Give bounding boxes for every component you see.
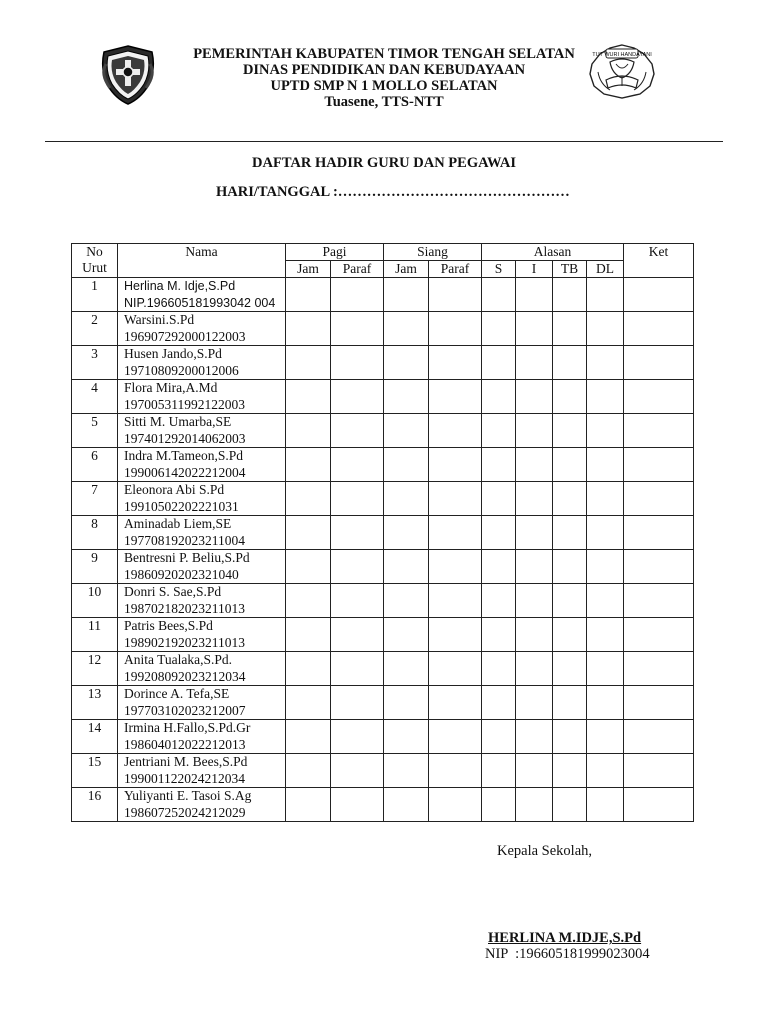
pagi-paraf-cell[interactable]: [331, 278, 384, 312]
siang-paraf-cell[interactable]: [429, 346, 482, 380]
subheader-alasan-dl: DL: [587, 261, 624, 278]
pagi-paraf-cell[interactable]: [331, 686, 384, 720]
pagi-paraf-cell[interactable]: [331, 584, 384, 618]
row-number: 16: [72, 788, 118, 822]
siang-jam-cell[interactable]: [384, 380, 429, 414]
letterhead-school-line: UPTD SMP N 1 MOLLO SELATAN: [270, 78, 498, 94]
alasan-tb-cell[interactable]: [553, 414, 587, 448]
employee-cell: [118, 516, 286, 550]
table-row: [72, 652, 694, 686]
date-line: HARI/TANGGAL :…………………………………………: [216, 184, 570, 200]
row-number: 4: [72, 380, 118, 414]
pagi-jam-cell[interactable]: [286, 516, 331, 550]
employee-name: Irmina H.Fallo,S.Pd.Gr: [124, 720, 251, 735]
alasan-i-cell[interactable]: [516, 278, 553, 312]
subheader-siang-paraf: Paraf: [429, 261, 482, 278]
ket-cell[interactable]: [624, 686, 694, 720]
employee-cell: [118, 788, 286, 822]
employee-name: Bentresni P. Beliu,S.Pd: [124, 550, 250, 565]
employee-nip: 198902192023211013: [124, 634, 245, 650]
subheader-pagi-jam: Jam: [286, 261, 331, 278]
siang-paraf-cell[interactable]: [429, 312, 482, 346]
table-row: [72, 550, 694, 584]
alasan-tb-cell[interactable]: [553, 312, 587, 346]
row-number: 15: [72, 754, 118, 788]
employee-nip: 19710809200012006: [124, 362, 239, 378]
column-header-no-line2: Urut: [82, 259, 107, 275]
alasan-tb-cell[interactable]: [553, 788, 587, 822]
employee-nip: 198607252024212029: [124, 804, 246, 820]
alasan-tb-cell[interactable]: [553, 346, 587, 380]
employee-cell: [118, 312, 286, 346]
pagi-paraf-cell[interactable]: [331, 516, 384, 550]
alasan-dl-cell[interactable]: [587, 516, 624, 550]
pagi-jam-cell[interactable]: [286, 448, 331, 482]
column-header-no: [72, 244, 118, 278]
table-row: [72, 278, 694, 312]
pagi-paraf-cell[interactable]: [331, 346, 384, 380]
table-row: [72, 482, 694, 516]
alasan-s-cell[interactable]: [482, 788, 516, 822]
alasan-s-cell[interactable]: [482, 448, 516, 482]
column-header-siang: Siang: [384, 244, 482, 261]
table-row: [72, 754, 694, 788]
pagi-jam-cell[interactable]: [286, 788, 331, 822]
table-row: [72, 346, 694, 380]
siang-jam-cell[interactable]: [384, 346, 429, 380]
pagi-paraf-cell[interactable]: [331, 482, 384, 516]
alasan-dl-cell[interactable]: [587, 550, 624, 584]
alasan-dl-cell[interactable]: [587, 312, 624, 346]
alasan-i-cell[interactable]: [516, 652, 553, 686]
pagi-jam-cell[interactable]: [286, 550, 331, 584]
alasan-i-cell[interactable]: [516, 380, 553, 414]
siang-jam-cell[interactable]: [384, 482, 429, 516]
employee-nip: 197708192023211004: [124, 532, 245, 548]
ket-cell[interactable]: [624, 720, 694, 754]
column-header-pagi: Pagi: [286, 244, 384, 261]
siang-jam-cell[interactable]: [384, 516, 429, 550]
employee-cell: [118, 584, 286, 618]
signature-title: Kepala Sekolah,: [497, 843, 593, 859]
alasan-tb-cell[interactable]: [553, 584, 587, 618]
employee-nip: 196907292000122003: [124, 328, 246, 344]
table-row: [72, 312, 694, 346]
alasan-s-cell[interactable]: [482, 482, 516, 516]
alasan-tb-cell[interactable]: [553, 618, 587, 652]
employee-cell: [118, 686, 286, 720]
column-header-no-line1: No: [86, 244, 103, 259]
table-row: [72, 414, 694, 448]
subheader-siang-jam: Jam: [384, 261, 429, 278]
employee-nip: 197401292014062003: [124, 430, 246, 446]
employee-nip: 197005311992122003: [124, 396, 245, 412]
alasan-tb-cell[interactable]: [553, 686, 587, 720]
employee-name: Husen Jando,S.Pd: [124, 346, 222, 361]
pagi-paraf-cell[interactable]: [331, 550, 384, 584]
alasan-tb-cell[interactable]: [553, 516, 587, 550]
pagi-paraf-cell[interactable]: [331, 720, 384, 754]
row-number: 6: [72, 448, 118, 482]
subheader-alasan-i: I: [516, 261, 553, 278]
alasan-tb-cell[interactable]: [553, 652, 587, 686]
alasan-tb-cell[interactable]: [553, 482, 587, 516]
alasan-s-cell[interactable]: [482, 380, 516, 414]
table-row: [72, 584, 694, 618]
ket-cell[interactable]: [624, 278, 694, 312]
alasan-dl-cell[interactable]: [587, 754, 624, 788]
letterhead-government-line: PEMERINTAH KABUPATEN TIMOR TENGAH SELATAN: [193, 46, 575, 62]
siang-paraf-cell[interactable]: [429, 516, 482, 550]
siang-jam-cell[interactable]: [384, 278, 429, 312]
ket-cell[interactable]: [624, 414, 694, 448]
alasan-s-cell[interactable]: [482, 652, 516, 686]
row-number: 10: [72, 584, 118, 618]
alasan-s-cell[interactable]: [482, 618, 516, 652]
pagi-jam-cell[interactable]: [286, 312, 331, 346]
alasan-dl-cell[interactable]: [587, 448, 624, 482]
alasan-dl-cell[interactable]: [587, 652, 624, 686]
alasan-tb-cell[interactable]: [553, 720, 587, 754]
signature-nip: NIP :196605181999023004: [485, 946, 650, 962]
row-number: 13: [72, 686, 118, 720]
siang-paraf-cell[interactable]: [429, 720, 482, 754]
employee-name: Patris Bees,S.Pd: [124, 618, 213, 633]
pagi-jam-cell[interactable]: [286, 278, 331, 312]
employee-cell: [118, 414, 286, 448]
employee-nip: 197703102023212007: [124, 702, 246, 718]
column-header-alasan: Alasan: [482, 244, 624, 261]
employee-cell: [118, 618, 286, 652]
alasan-dl-cell[interactable]: [587, 278, 624, 312]
employee-nip: 198702182023211013: [124, 600, 245, 616]
alasan-tb-cell[interactable]: [553, 448, 587, 482]
alasan-s-cell[interactable]: [482, 720, 516, 754]
alasan-i-cell[interactable]: [516, 346, 553, 380]
siang-jam-cell[interactable]: [384, 584, 429, 618]
document-title: DAFTAR HADIR GURU DAN PEGAWAI: [252, 155, 516, 171]
column-header-ket: Ket: [624, 244, 694, 278]
alasan-s-cell[interactable]: [482, 550, 516, 584]
alasan-i-cell[interactable]: [516, 618, 553, 652]
employee-name: Yuliyanti E. Tasoi S.Ag: [124, 788, 252, 803]
alasan-s-cell[interactable]: [482, 346, 516, 380]
alasan-dl-cell[interactable]: [587, 584, 624, 618]
siang-paraf-cell[interactable]: [429, 448, 482, 482]
alasan-dl-cell[interactable]: [587, 618, 624, 652]
alasan-dl-cell[interactable]: [587, 414, 624, 448]
attendance-rows: [72, 278, 694, 822]
table-row: [72, 516, 694, 550]
employee-nip: 198604012022212013: [124, 736, 246, 752]
siang-jam-cell[interactable]: [384, 618, 429, 652]
alasan-dl-cell[interactable]: [587, 346, 624, 380]
alasan-dl-cell[interactable]: [587, 482, 624, 516]
siang-jam-cell[interactable]: [384, 652, 429, 686]
employee-cell: [118, 754, 286, 788]
siang-jam-cell[interactable]: [384, 686, 429, 720]
alasan-tb-cell[interactable]: [553, 380, 587, 414]
siang-paraf-cell[interactable]: [429, 652, 482, 686]
siang-paraf-cell[interactable]: [429, 686, 482, 720]
table-row: [72, 380, 694, 414]
alasan-s-cell[interactable]: [482, 754, 516, 788]
employee-name: Sitti M. Umarba,SE: [124, 414, 232, 429]
employee-name: Anita Tualaka,S.Pd.: [124, 652, 233, 667]
siang-jam-cell[interactable]: [384, 414, 429, 448]
pagi-jam-cell[interactable]: [286, 584, 331, 618]
ket-cell[interactable]: [624, 380, 694, 414]
table-row: [72, 788, 694, 822]
pagi-jam-cell[interactable]: [286, 414, 331, 448]
siang-jam-cell[interactable]: [384, 754, 429, 788]
employee-name: Dorince A. Tefa,SE: [124, 686, 230, 701]
pagi-jam-cell[interactable]: [286, 652, 331, 686]
alasan-tb-cell[interactable]: [553, 754, 587, 788]
pagi-paraf-cell[interactable]: [331, 618, 384, 652]
employee-name: Jentriani M. Bees,S.Pd: [124, 754, 248, 769]
pagi-jam-cell[interactable]: [286, 482, 331, 516]
alasan-i-cell[interactable]: [516, 754, 553, 788]
row-number: 9: [72, 550, 118, 584]
employee-name: Eleonora Abi S.Pd: [124, 482, 225, 497]
attendance-table: [71, 243, 694, 822]
siang-paraf-cell[interactable]: [429, 788, 482, 822]
employee-name: Indra M.Tameon,S.Pd: [124, 448, 244, 463]
table-row: [72, 686, 694, 720]
employee-nip: 199208092023212034: [124, 668, 246, 684]
siang-jam-cell[interactable]: [384, 312, 429, 346]
siang-jam-cell[interactable]: [384, 550, 429, 584]
subheader-pagi-paraf: Paraf: [331, 261, 384, 278]
siang-jam-cell[interactable]: [384, 788, 429, 822]
alasan-tb-cell[interactable]: [553, 550, 587, 584]
siang-paraf-cell[interactable]: [429, 584, 482, 618]
employee-nip: 19910502202221031: [124, 498, 239, 514]
alasan-i-cell[interactable]: [516, 788, 553, 822]
alasan-i-cell[interactable]: [516, 448, 553, 482]
column-header-nama: Nama: [118, 244, 286, 278]
alasan-s-cell[interactable]: [482, 686, 516, 720]
pagi-jam-cell[interactable]: [286, 380, 331, 414]
siang-jam-cell[interactable]: [384, 720, 429, 754]
alasan-dl-cell[interactable]: [587, 686, 624, 720]
alasan-i-cell[interactable]: [516, 516, 553, 550]
table-row: [72, 448, 694, 482]
employee-name: Flora Mira,A.Md: [124, 380, 218, 395]
employee-name: Donri S. Sae,S.Pd: [124, 584, 222, 599]
row-number: 8: [72, 516, 118, 550]
letterhead: [120, 46, 648, 110]
siang-paraf-cell[interactable]: [429, 380, 482, 414]
letterhead-department-line: DINAS PENDIDIKAN DAN KEBUDAYAAN: [242, 62, 526, 78]
employee-cell: [118, 380, 286, 414]
ket-cell[interactable]: [624, 482, 694, 516]
alasan-s-cell[interactable]: [482, 312, 516, 346]
alasan-s-cell[interactable]: [482, 516, 516, 550]
alasan-s-cell[interactable]: [482, 414, 516, 448]
employee-cell: [118, 448, 286, 482]
employee-nip: 199001122024212034: [124, 770, 245, 786]
employee-cell: [118, 278, 286, 312]
pagi-paraf-cell[interactable]: [331, 754, 384, 788]
signature-name: HERLINA M.IDJE,S.Pd: [488, 930, 642, 946]
alasan-i-cell[interactable]: [516, 414, 553, 448]
employee-nip: 199006142022212004: [124, 464, 246, 480]
employee-nip: NIP.196605181993042 004: [124, 295, 276, 310]
alasan-dl-cell[interactable]: [587, 380, 624, 414]
pagi-jam-cell[interactable]: [286, 618, 331, 652]
pagi-jam-cell[interactable]: [286, 346, 331, 380]
employee-cell: [118, 550, 286, 584]
alasan-i-cell[interactable]: [516, 584, 553, 618]
ket-cell[interactable]: [624, 618, 694, 652]
siang-paraf-cell[interactable]: [429, 754, 482, 788]
ket-cell[interactable]: [624, 516, 694, 550]
pagi-paraf-cell[interactable]: [331, 414, 384, 448]
subheader-alasan-s: S: [482, 261, 516, 278]
employee-cell: [118, 346, 286, 380]
table-row: [72, 618, 694, 652]
row-number: 3: [72, 346, 118, 380]
alasan-s-cell[interactable]: [482, 278, 516, 312]
pagi-paraf-cell[interactable]: [331, 380, 384, 414]
employee-nip: 19860920202321040: [124, 566, 239, 582]
letterhead-address-line: Tuasene, TTS-NTT: [324, 94, 444, 110]
table-row: [72, 720, 694, 754]
siang-paraf-cell[interactable]: [429, 278, 482, 312]
row-number: 14: [72, 720, 118, 754]
ket-cell[interactable]: [624, 346, 694, 380]
pagi-paraf-cell[interactable]: [331, 788, 384, 822]
header-divider: [45, 141, 723, 142]
employee-name: Warsini.S.Pd: [124, 312, 195, 327]
alasan-dl-cell[interactable]: [587, 788, 624, 822]
row-number: 11: [72, 618, 118, 652]
alasan-i-cell[interactable]: [516, 312, 553, 346]
siang-paraf-cell[interactable]: [429, 550, 482, 584]
alasan-i-cell[interactable]: [516, 686, 553, 720]
alasan-tb-cell[interactable]: [553, 278, 587, 312]
row-number: 7: [72, 482, 118, 516]
subheader-alasan-tb: TB: [553, 261, 587, 278]
ket-cell[interactable]: [624, 448, 694, 482]
employee-cell: [118, 482, 286, 516]
row-number: 2: [72, 312, 118, 346]
employee-cell: [118, 652, 286, 686]
ket-cell[interactable]: [624, 788, 694, 822]
alasan-i-cell[interactable]: [516, 550, 553, 584]
pagi-paraf-cell[interactable]: [331, 652, 384, 686]
row-number: 12: [72, 652, 118, 686]
ket-cell[interactable]: [624, 584, 694, 618]
pagi-jam-cell[interactable]: [286, 754, 331, 788]
employee-name: Herlina M. Idje,S.Pd: [124, 279, 236, 293]
siang-jam-cell[interactable]: [384, 448, 429, 482]
alasan-i-cell[interactable]: [516, 720, 553, 754]
row-number: 5: [72, 414, 118, 448]
alasan-s-cell[interactable]: [482, 584, 516, 618]
ket-cell[interactable]: [624, 754, 694, 788]
siang-paraf-cell[interactable]: [429, 482, 482, 516]
alasan-i-cell[interactable]: [516, 482, 553, 516]
ket-cell[interactable]: [624, 550, 694, 584]
pagi-paraf-cell[interactable]: [331, 312, 384, 346]
pagi-jam-cell[interactable]: [286, 686, 331, 720]
row-number: 1: [72, 278, 118, 312]
logo-motto-text: TUT WURI HANDAYANI: [592, 52, 652, 58]
alasan-dl-cell[interactable]: [587, 720, 624, 754]
pagi-paraf-cell[interactable]: [331, 448, 384, 482]
siang-paraf-cell[interactable]: [429, 414, 482, 448]
ket-cell[interactable]: [624, 312, 694, 346]
employee-cell: [118, 720, 286, 754]
ket-cell[interactable]: [624, 652, 694, 686]
employee-name: Aminadab Liem,SE: [124, 516, 232, 531]
siang-paraf-cell[interactable]: [429, 618, 482, 652]
pagi-jam-cell[interactable]: [286, 720, 331, 754]
